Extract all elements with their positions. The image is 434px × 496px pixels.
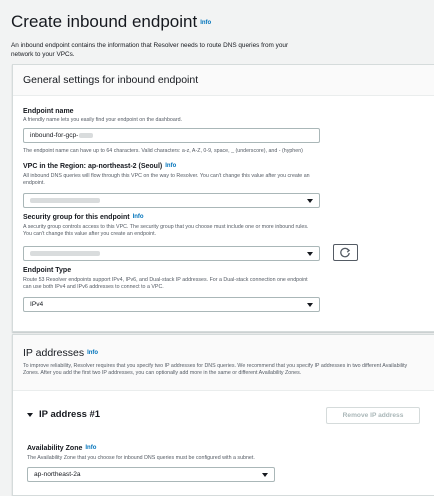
security-group-label: Security group for this endpoint Info [23,214,144,221]
ip-address-1-toggle[interactable] [27,409,100,420]
chevron-down-icon [307,252,313,256]
az-label: Availability Zone Info [27,445,97,452]
page-intro: An inbound endpoint contains the information that Resolver needs to route DNS queries from your network to your VPCs. [11,42,289,58]
vpc-select[interactable] [23,193,320,208]
title-info-link[interactable]: Info [200,19,212,26]
endpoint-type-select[interactable] [23,297,320,312]
chevron-down-icon [262,473,268,477]
page-title: Create inbound endpoint Info [11,12,212,31]
endpoint-name-desc: A friendly name lets you easily find your endpoint on the dashboard. [23,117,183,123]
endpoint-type-label: Endpoint Type [23,267,72,274]
vpc-label: VPC in the Region: ap-northeast-2 (Seoul) Info [23,163,177,170]
refresh-icon [334,245,357,260]
endpoint-name-hint: The endpoint name can have up to 64 characters. Valid characters: a-z, A-Z, 0-9, space, _ (underscore), and - (hyphen) [23,148,303,154]
endpoint-type-value: IPv4 [30,301,44,308]
security-group-desc: A security group controls access to this VPC. The security group that you choose must include one or more inbound rules. You can't change this value after you create an endpoint. [23,224,309,237]
ip-addresses-panel [12,334,434,496]
general-settings-header [13,65,434,96]
az-value: ap-northeast-2a [34,471,81,478]
endpoint-name-value: inbound-for-gcp- [30,132,79,139]
vpc-desc: All inbound DNS queries will flow through this VPC on the way to Resolver. You can't change this value after you create an endpoint. [23,173,310,186]
security-group-info-link[interactable]: Info [132,214,144,221]
vpc-info-link[interactable]: Info [165,163,177,170]
ip-addresses-title: IP addresses Info [23,347,99,359]
endpoint-name-input[interactable] [23,128,320,143]
endpoint-type-desc: Route 53 Resolver endpoints support IPv4, IPv6, and Dual-stack IP addresses. For a Dual-stack connection one endpoint can use both IPv4 and IPv6 addresses to connect to a VPC. [23,277,308,290]
caret-down-icon [27,413,33,417]
general-settings-panel [12,64,434,332]
az-desc: The Availability Zone that you choose for inbound DNS queries must be configured with a subnet. [27,455,255,461]
refresh-button[interactable] [333,244,358,261]
az-select[interactable] [27,467,275,482]
endpoint-name-label: Endpoint name [23,108,74,115]
security-group-select[interactable] [23,246,320,261]
ip-addresses-desc: To improve reliability, Resolver requires that you specify two IP addresses for DNS queries. We recommend that you specify IP addresses in two different Availability Zones. After you add the first two IP addresses, you can optionally add more in the same or different Availability Zones. [23,363,408,376]
general-settings-title: General settings for inbound endpoint [23,74,199,86]
ip-addresses-header [13,335,434,391]
ip-info-link[interactable]: Info [87,350,99,357]
az-info-link[interactable]: Info [85,445,97,452]
remove-ip-address-button[interactable]: Remove IP address [326,407,420,424]
redacted-text [79,133,93,138]
chevron-down-icon [307,199,313,203]
redacted-text [30,198,100,203]
redacted-text [30,251,100,256]
ip-address-1-title: IP address #1 [39,409,101,420]
chevron-down-icon [307,303,313,307]
